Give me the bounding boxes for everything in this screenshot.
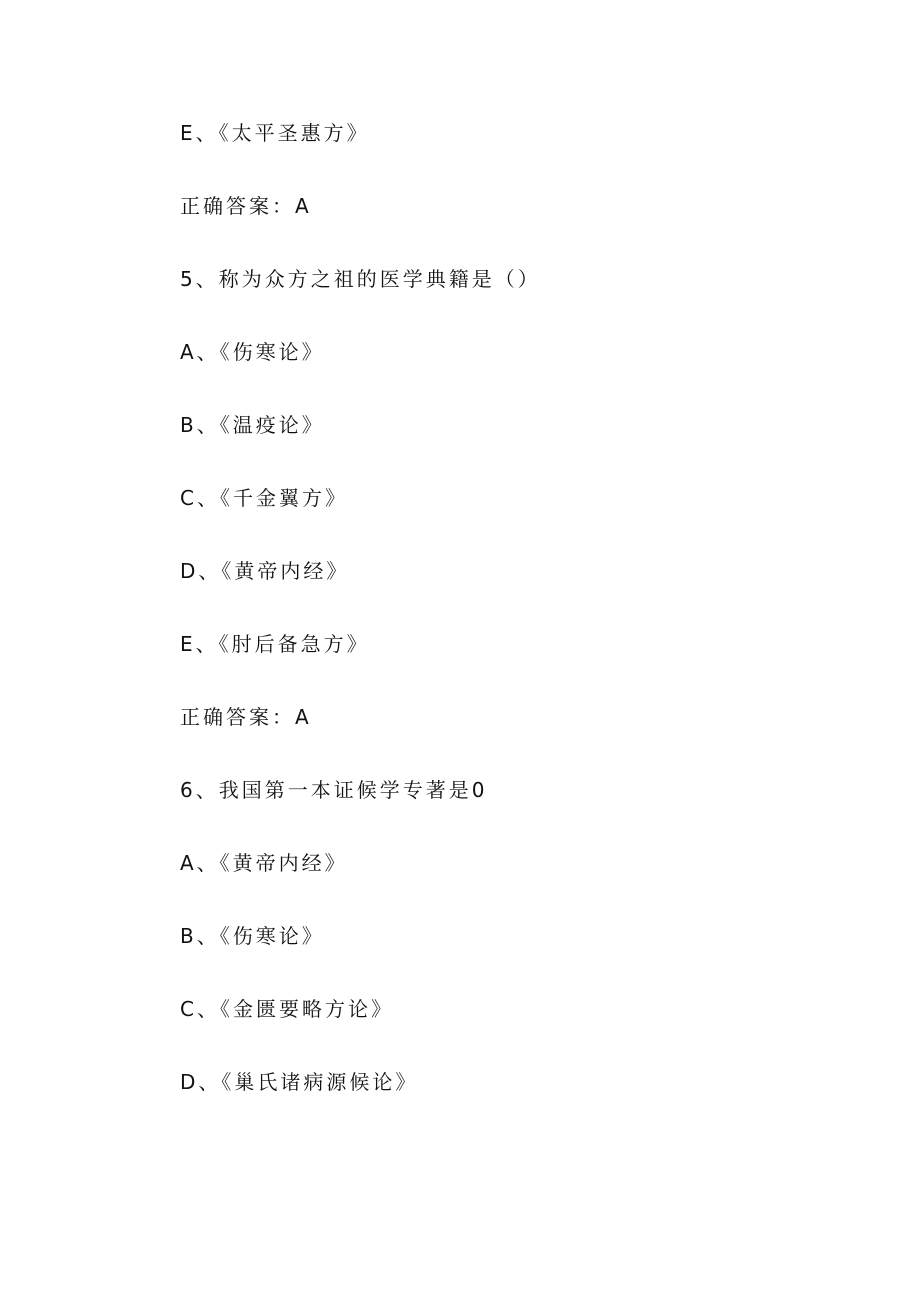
q5-option-b-line: B、《温疫论》: [180, 413, 325, 437]
q6-option-c-line: C、《金匮要略方论》: [180, 997, 394, 1021]
question-6-line: 6、我国第一本证候学专著是0: [180, 778, 488, 802]
option-e-line: E、《太平圣惠方》: [180, 121, 370, 145]
q5-option-c-line: C、《千金翼方》: [180, 486, 348, 510]
q5-answer-line: 正确答案：A: [180, 705, 312, 729]
question-5-line: 5、称为众方之祖的医学典籍是（）: [180, 267, 541, 291]
answer-line: 正确答案：A: [180, 194, 312, 218]
q5-option-a-line: A、《伤寒论》: [180, 340, 325, 364]
q6-option-a-line: A、《黄帝内经》: [180, 851, 348, 875]
q5-option-e-line: E、《肘后备急方》: [180, 632, 370, 656]
q6-option-d-line: D、《巢氏诸病源候论》: [180, 1070, 419, 1094]
q5-option-d-line: D、《黄帝内经》: [180, 559, 350, 583]
q6-option-b-line: B、《伤寒论》: [180, 924, 325, 948]
